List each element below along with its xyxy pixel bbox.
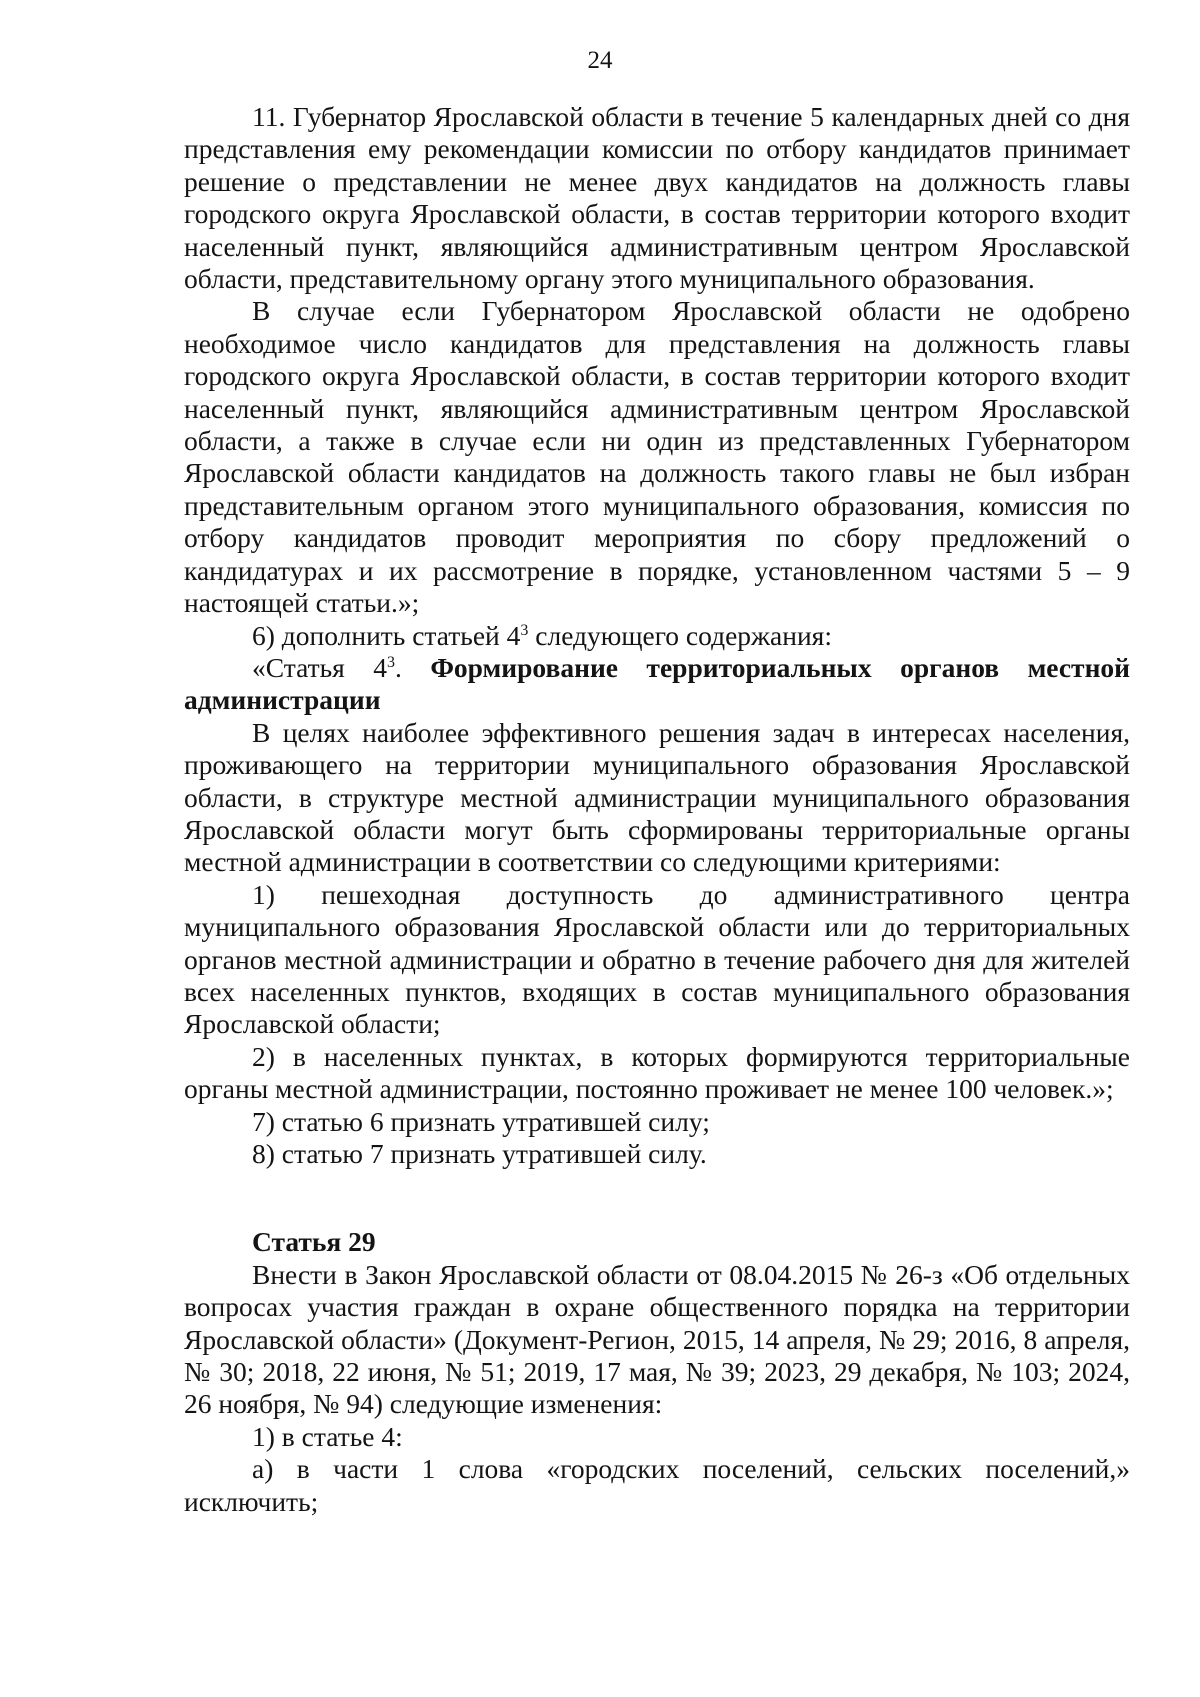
page-number: 24 — [587, 47, 613, 74]
paragraph-territorial-bodies: В целях наиболее эффективного решения задач в интересах населения, проживающего на территории муниципального образования Ярославской области, в структуре местной администрации муниципального образования Ярославской области могут быть сформированы территориальные органы местной администрации в соответствии со следующими критериями: — [184, 716, 1130, 878]
amendment-6-text: 6) дополнить статьей 4 — [252, 619, 521, 651]
paragraph-article-29-intro: Внести в Закон Ярославской области от 08.04.2015 № 26-з «Об отдельных вопросах участия граждан в охране общественного порядка на территории Ярославской области» (Документ-Регион, 2015, 14 апреля, № 29; 2016, 8 апреля, № 30; 2018, 22 июня, № 51; 2019, 17 мая, № 39; 2023, 29 декабря, № 103; 2024, 26 ноября, № 94) следующие изменения: — [184, 1258, 1130, 1420]
document-body — [184, 101, 1130, 1518]
paragraph-candidates-not-approved: В случае если Губернатором Ярославской области не одобрено необходимое число кандидатов для представления на должность главы городского округа Ярославской области, в состав территории которого входит населенный пункт, являющийся административным центром Ярославской области, а также в случае если ни один из представленных Губернатором Ярославской области кандидатов на должность такого главы не был избран представительным органом этого муниципального образования, комиссия по отбору кандидатов проводит мероприятия по сбору предложений о кандидатурах и их рассмотрение в порядке, установленном частями 5 – 9 настоящей статьи.»; — [184, 295, 1130, 619]
paragraph-amendment-8: 8) статью 7 признать утратившей силу. — [252, 1138, 707, 1169]
article-29-heading: Статья 29 — [252, 1226, 376, 1258]
article-4-3-dot: . — [394, 651, 431, 683]
superscript: 3 — [386, 653, 395, 671]
paragraph-article-4-changes: 1) в статье 4: — [252, 1420, 403, 1452]
paragraph-criterion-1: 1) пешеходная доступность до административного центра муниципального образования Ярославской области или до территориальных органов местной администрации и обратно в течение рабочего дня для жителей всех населенных пунктов, входящих в состав муниципального образования Ярославской области; — [184, 878, 1130, 1040]
article-4-3-title — [184, 652, 1130, 717]
article-4-3-prefix: «Статья 4 — [252, 651, 387, 683]
paragraph-amendment-6 — [184, 620, 1130, 652]
paragraph-item-11: 11. Губернатор Ярославской области в течение 5 календарных дней со дня представления ему рекомендации комиссии по отбору кандидатов принимает решение о представлении не менее двух кандидатов на должность главы городского округа Ярославской области, в состав территории которого входит населенный пункт, являющийся административным центром Ярославской области, представительному органу этого муниципального образования. — [184, 101, 1130, 295]
article-4-3-heading: Формирование территориальных органов местной администрации — [184, 651, 1131, 716]
paragraph-amendment-7: 7) статью 6 признать утратившей силу; — [252, 1105, 710, 1137]
paragraph-criterion-2: 2) в населенных пунктах, в которых формируются территориальные органы местной администрации, постоянно проживает не менее 100 человек.»; — [184, 1040, 1130, 1105]
superscript: 3 — [520, 621, 529, 639]
paragraph-part-1-change: а) в части 1 слова «городских поселений, сельских поселений,» исключить; — [184, 1453, 1130, 1517]
amendment-6-text-end: следующего содержания: — [528, 619, 832, 651]
